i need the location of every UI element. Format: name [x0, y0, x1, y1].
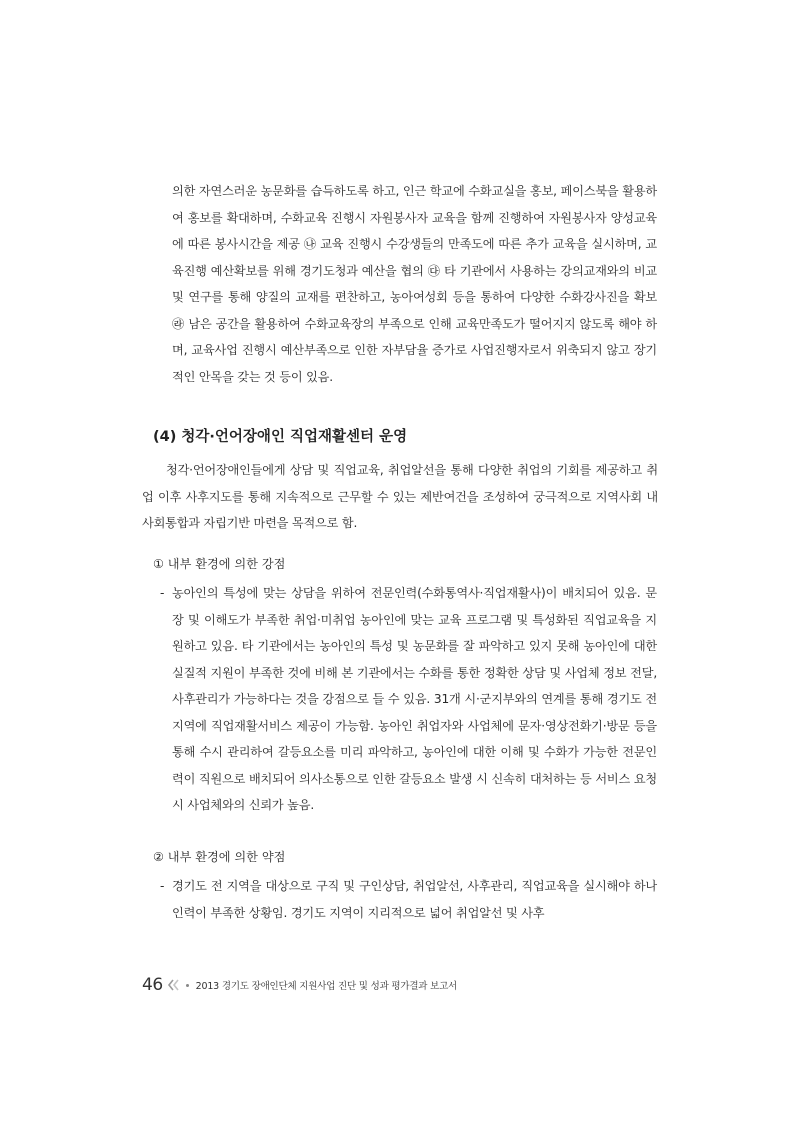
subheading-strengths: ① 내부 환경에 의한 강점 [153, 557, 286, 571]
list-dash: - [160, 586, 165, 600]
footer-report-title: 2013 경기도 장애인단체 지원사업 진단 및 성과 평가결과 보고서 [195, 981, 458, 992]
section-intro-paragraph: 청각·언어장애인들에게 상담 및 직업교육, 취업알선을 통해 다양한 취업의 기회를 제공하고 취업 이후 사후지도를 통해 지속적으로 근무할 수 있는 제반여건을 조성하여 궁극적으로 지역사회 내 사회통합과 자립기반 마련을 목적으로 함. [142, 463, 658, 530]
page-footer [142, 973, 457, 997]
subheading-weaknesses: ② 내부 환경에 의한 약점 [153, 850, 286, 864]
double-chevron-icon [167, 978, 181, 992]
list-dash: - [160, 879, 165, 893]
page-number: 46 [142, 975, 163, 995]
weaknesses-paragraph: 경기도 전 지역을 대상으로 구직 및 구인상담, 취업알선, 사후관리, 직업교육을 실시해야 하나 인력이 부족한 상황임. 경기도 지역이 지리적으로 넓어 취업알선 및 사후 [172, 879, 657, 920]
strengths-paragraph: 농아인의 특성에 맞는 상담을 위하여 전문인력(수화통역사·직업재활사)이 배치되어 있음. 문장 및 이해도가 부족한 취업·미취업 농아인에 맞는 교육 프로그램 및 특성화된 직업교육을 지원하고 있음. 타 기관에서는 농아인의 특성 및 농문화를 잘 파악하고 있지 못해 농아인에 대한 실질적 지원이 부족한 것에 비해 본 기관에서는 수화를 통한 정확한 상담 및 사업체 정보 전달, 사후관리가 가능하다는 것을 강점으로 들 수 있음. 31개 시·군지부와의 연계를 통해 경기도 전 지역에 직업재활서비스 제공이 가능함. 농아인 취업자와 사업체에 문자·영상전화기·방문 등을 통해 수시 관리하여 갈등요소를 미리 파악하고, 농아인에 대한 이해 및 수화가 가능한 전문인력이 직원으로 배치되어 의사소통으로 인한 갈등요소 발생 시 신속히 대처하는 등 서비스 요청 시 사업체와의 신뢰가 높음. [172, 586, 657, 812]
paragraph-continued: 의한 자연스러운 농문화를 습득하도록 하고, 인근 학교에 수화교실을 홍보, 페이스북을 활용하여 홍보를 확대하며, 수화교육 진행시 자원봉사자 교육을 함께 진행하여 자원봉사자 양성교육에 따른 봉사시간을 제공 ㉯ 교육 진행시 수강생들의 만족도에 따른 추가 교육을 실시하며, 교육진행 예산확보를 위해 경기도청과 예산을 협의 ㉰ 타 기관에서 사용하는 강의교재와의 비교 및 연구를 통해 양질의 교재를 편찬하고, 농아여성회 등을 통하여 다양한 수화강사진을 확보 ㉱ 남은 공간을 활용하여 수화교육장의 부족으로 인해 교육만족도가 떨어지지 않도록 해야 하며, 교육사업 진행시 예산부족으로 인한 자부담율 증가로 사업진행자로서 위축되지 않고 장기적인 안목을 갖는 것 등이 있음. [172, 184, 657, 384]
bullet-dot-icon [186, 984, 189, 987]
section-heading: (4) 청각·언어장애인 직업재활센터 운영 [153, 429, 408, 445]
